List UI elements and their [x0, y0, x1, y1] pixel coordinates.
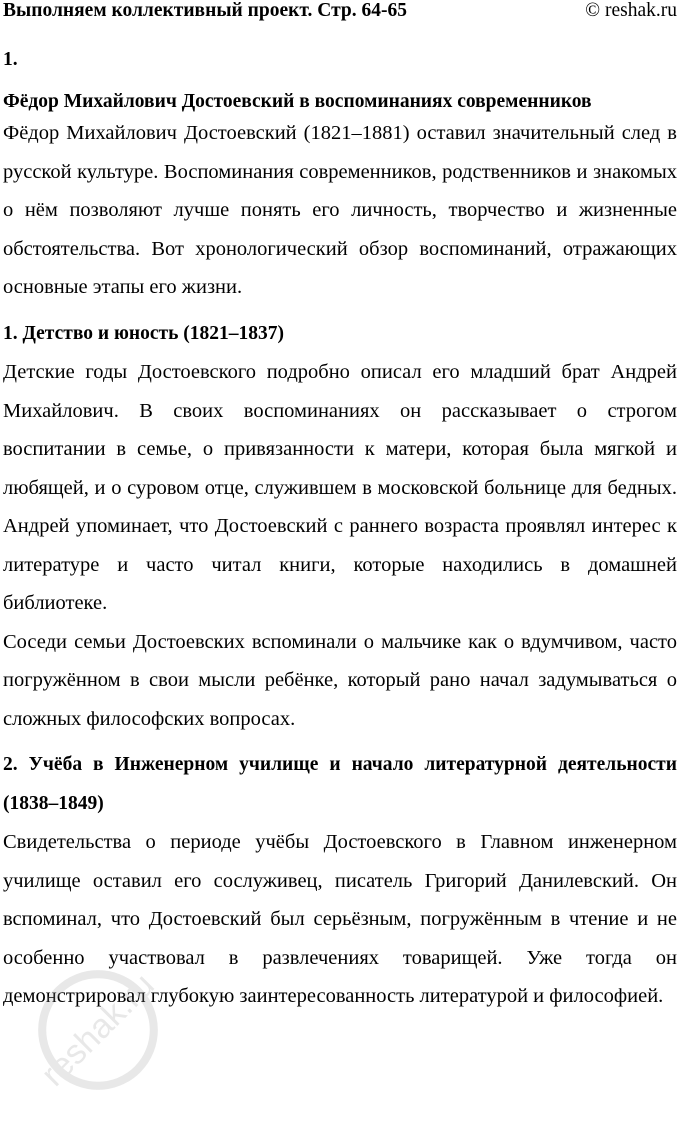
watermark-text: reshak.ru [34, 966, 162, 1094]
task-number: 1. [3, 49, 18, 70]
section-heading-study: 2. Учёба в Инженерном училище и начало литературной деятельности (1838–1849) [3, 754, 677, 814]
section-paragraph: Соседи семьи Достоевских вспоминали о мальчике как о вдумчивом, часто погружённом в свои мысли ребёнке, который рано начал задумываться о сложных философских вопросах. [3, 630, 677, 730]
header-site-credit[interactable]: © reshak.ru [585, 0, 677, 21]
intro-paragraph: Фёдор Михайлович Достоевский (1821–1881) оставил значительный след в русской культуре. Воспоминания современников, родственников и знакомых о нём позволяют лучше понять его личность, творчество и жизненные обстоятельства. Вот хронологический обзор воспоминаний, отражающих основные этапы его жизни. [3, 122, 677, 298]
section-heading-childhood: 1. Детство и юность (1821–1837) [3, 322, 285, 344]
document-title: Фёдор Михайлович Достоевский в воспоминаниях современников [3, 91, 592, 112]
header-title: Выполняем коллективный проект. Стр. 64-65 [3, 0, 407, 21]
page-header [3, 0, 677, 24]
section-paragraph: Свидетельства о периоде учёбы Достоевского в Главном инженерном училище оставил его сослуживец, писатель Григорий Данилевский. Он вспоминал, что Достоевский был серьёзным, погружённым в чтение и не особенно участвовал в развлечениях товарищей. Уже тогда он демонстрировал глубокую заинтересованность литературой и философией. [3, 831, 677, 1007]
section-paragraph: Детские годы Достоевского подробно описал его младший брат Андрей Михайлович. В своих воспоминаниях он рассказывает о строгом воспитании в семье, о привязанности к матери, которая была мягкой и любящей, и о суровом отце, служившем в московской больнице для бедных. Андрей упоминает, что Достоевский с раннего возраста проявлял интерес к литературе и часто читал книги, которые находились в домашней библиотеке. [3, 361, 677, 614]
